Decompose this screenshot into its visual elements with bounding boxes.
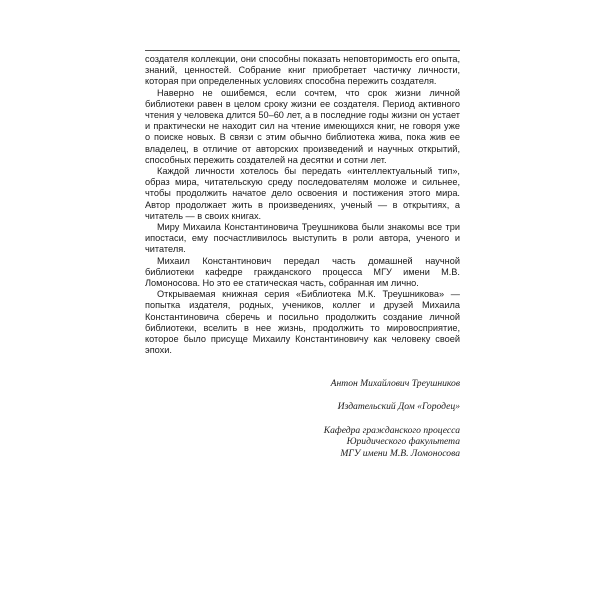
department-line: МГУ имени М.В. Ломоносова [340, 447, 460, 459]
paragraph: создателя коллекции, они способны показать неповторимость его опыта, знаний, ценностей. Собрание книг приобретает частичку личности, которая при определенных условиях способна пережить создателя. [145, 54, 460, 87]
paragraph: Михаил Константинович передал часть домашней научной библиотеки кафедре гражданского процесса МГУ имени М.В. Ломоносова. Но это ее статическая часть, собранная им лично. [145, 255, 460, 289]
department-line: Юридического факультета [346, 436, 460, 448]
paragraph: Каждой личности хотелось бы передать «интеллектуальный тип», образ мира, читательскую среду последователям моложе и сильнее, чтобы продолжить начатое дело освоения и постижения этого мира. Автор продолжает жить в произведениях, ученый — в открытиях, а читатель — в своих книгах. [145, 166, 460, 221]
paragraph: Открываемая книжная серия «Библиотека М.К. Треушникова» — попытка издателя, родных, учеников, коллег и друзей Михаила Константиновича сберечь и посильно продолжить создание личной библиотеки, вселить в нее жизнь, продолжить то мировосприятие, которое было присуще Михаилу Константиновичу как человеку своей эпохи. [145, 289, 460, 356]
paragraph: Наверно не ошибемся, если сочтем, что срок жизни личной библиотеки равен в целом сроку жизни ее создателя. Период активного чтения у человека длится 50–60 лет, а в последние годы жизни он устает и практически не находит сил на чтение имеющихся книг, не говоря уже о поиске новых. В связи с этим обычно библиотека жива, пока жив ее владелец, в отличие от авторских произведений и научных открытий, способных пережить создателей на десятки и сотни лет. [145, 87, 460, 165]
signature-department [220, 425, 460, 459]
top-rule [145, 50, 460, 51]
signature-person: Антон Михайлович Треушников [330, 378, 460, 389]
department-line: Кафедра гражданского процесса [323, 424, 460, 436]
signature-block [220, 378, 460, 459]
signature-publisher: Издательский Дом «Городец» [337, 401, 460, 413]
body-text [145, 54, 460, 356]
paragraph: Миру Михаила Константиновича Треушникова были знакомы все три ипостаси, ему посчастливилось выступить в роли автора, ученого и читателя. [145, 222, 460, 255]
